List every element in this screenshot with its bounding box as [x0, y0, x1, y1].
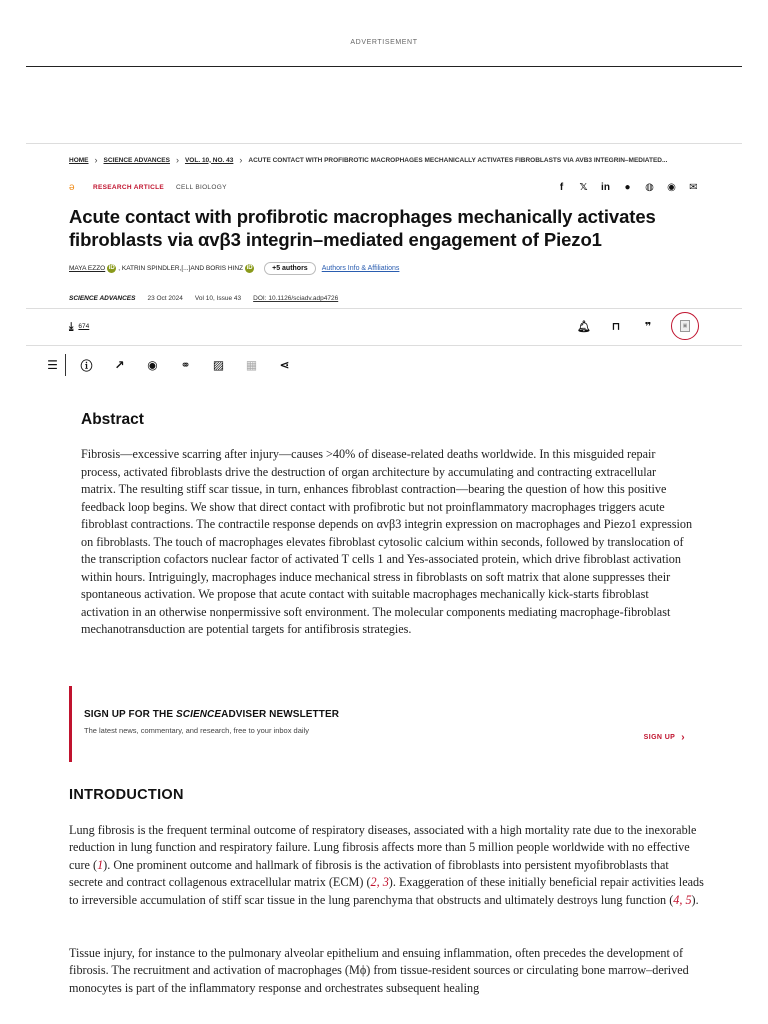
- breadcrumb: [69, 155, 708, 165]
- link-icon[interactable]: ⚭: [180, 358, 191, 372]
- publication-date: 23 Oct 2024: [147, 295, 183, 302]
- reddit-icon[interactable]: ●: [624, 181, 631, 193]
- share-bar: [556, 182, 699, 193]
- newsletter-signup-box: [69, 686, 699, 762]
- header-divider: [26, 143, 742, 144]
- downloads-value: 674: [78, 322, 90, 330]
- chevron-right-icon: ›: [94, 155, 98, 165]
- reference-link[interactable]: 4: [673, 892, 680, 907]
- metrics-trend-icon[interactable]: ↗: [114, 358, 125, 372]
- breadcrumb-issue[interactable]: VOL. 10, NO. 43: [184, 156, 234, 164]
- wechat-icon[interactable]: ◍: [645, 181, 654, 193]
- bookmark-icon[interactable]: ⊓: [611, 320, 621, 333]
- reference-link[interactable]: 3: [382, 875, 389, 890]
- linkedin-icon[interactable]: in: [601, 181, 610, 193]
- author-name[interactable]: , KATRIN SPINDLER,: [118, 265, 182, 272]
- newsletter-title-prefix: SIGN UP FOR THE: [84, 709, 176, 720]
- chevron-right-icon: ›: [175, 155, 179, 165]
- article-actions: [577, 312, 699, 340]
- volume-issue: Vol 10, Issue 43: [194, 295, 242, 302]
- orcid-icon[interactable]: iD: [246, 265, 253, 271]
- newsletter-subtitle: The latest news, commentary, and research, free to your inbox daily: [84, 726, 309, 735]
- chevron-right-icon: ›: [681, 732, 685, 743]
- reference-link[interactable]: 5: [685, 892, 692, 907]
- article-actions-row: [69, 316, 699, 336]
- abstract-text: Fibrosis—excessive scarring after injury—causes >40% of disease-related deaths worldwide. In this misguided repair process, activated fibroblasts drive the destruction of organ architecture by accumulating and contracting extracellular matrix. The resulting stiff scar tissue, in turn, enhances fibroblast contraction—bearing the question of how this positive feedback loop begins. We show that direct contact with profibrotic but not proinflammatory macrophages triggers acute fibroblast contractions. The contractile response depends on αvβ3 integrin expression on macrophages and Piezo1 expression on fibroblasts. The touch of macrophages elevates fibroblast cytosolic calcium within seconds, followed by translocation of the transcription cofactors nuclear factor of activated T cells 1 and Yes-associated protein, which drive fibroblast activation within hours. Intriguingly, macrophages induce mechanical stress in fibroblasts on soft matrix that alone suppresses their spontaneous activation. We propose that acute contact with suitable macrophages mechanically kick-starts fibroblast activation in an otherwise nonpermissive soft environment. The molecular components mediating macrophage-fibroblast mechanotransduction are potential targets for antifibrosis strategies.: [81, 447, 693, 636]
- share-icon[interactable]: ⋖: [279, 358, 290, 372]
- intro-text: ).: [691, 892, 699, 907]
- orcid-icon[interactable]: iD: [108, 265, 115, 271]
- article-title: Acute contact with profibrotic macrophages mechanically activates fibroblasts via αvβ3 integrin–mediated engagement of Piezo1: [69, 206, 656, 250]
- bell-icon[interactable]: 🔔︎: [577, 320, 591, 333]
- author-list: [69, 262, 399, 275]
- doi-link[interactable]: DOI: 10.1126/sciadv.adp4726: [253, 295, 339, 302]
- open-access-icon: ə: [69, 181, 75, 193]
- reference-separator: ,: [679, 892, 686, 907]
- whatsapp-icon[interactable]: ◉: [667, 181, 676, 193]
- eye-icon[interactable]: ◉: [147, 358, 158, 372]
- article-toolbar: [36, 354, 301, 376]
- breadcrumb-home[interactable]: HOME: [69, 156, 89, 164]
- contents-list-icon[interactable]: ☰: [47, 358, 58, 372]
- meta-divider: [26, 308, 742, 309]
- reference-link[interactable]: 2: [370, 875, 377, 890]
- pdf-icon: ▣: [680, 320, 690, 332]
- intro-text: ). One prominent outcome and hallmark of fibrosis is the activation of fibroblasts into persistent myofibroblasts that secrete and contract collagenous extracellular matrix (ECM) (: [69, 857, 669, 890]
- breadcrumb-current: ACUTE CONTACT WITH PROFIBROTIC MACROPHAGES MECHANICALLY ACTIVATES FIBROBLASTS VIA AVB3 INTEGRIN–MEDIATED...: [248, 156, 668, 164]
- article-subject[interactable]: CELL BIOLOGY: [176, 183, 227, 191]
- author-ellipsis[interactable]: [...]: [181, 265, 191, 272]
- author-name[interactable]: MAYA EZZO: [69, 265, 106, 272]
- journal-name[interactable]: SCIENCE ADVANCES: [69, 295, 136, 302]
- pdf-button[interactable]: [671, 312, 699, 340]
- info-icon[interactable]: ⓘ: [80, 358, 93, 373]
- x-icon[interactable]: 𝕏: [579, 181, 588, 193]
- intro-paragraph: [69, 822, 705, 909]
- ad-divider: [26, 66, 742, 67]
- email-icon[interactable]: ✉: [689, 181, 698, 193]
- downloads-count[interactable]: [69, 321, 89, 332]
- article-type[interactable]: RESEARCH ARTICLE: [93, 183, 165, 191]
- publication-info: [69, 295, 338, 302]
- newsletter-title-brand: SCIENCE: [175, 709, 222, 720]
- signup-button[interactable]: [644, 732, 685, 743]
- advertisement-label: ADVERTISEMENT: [350, 39, 418, 46]
- reference-link[interactable]: 1: [97, 857, 104, 872]
- author-name[interactable]: AND BORIS HINZ: [190, 265, 244, 272]
- reference-separator: ,: [376, 875, 383, 890]
- breadcrumb-journal[interactable]: SCIENCE ADVANCES: [103, 156, 170, 164]
- cite-icon[interactable]: ❞: [644, 320, 652, 333]
- signup-label: SIGN UP: [643, 734, 676, 741]
- figures-image-icon[interactable]: ▨: [212, 358, 225, 372]
- intro-text: ). Exaggeration of these initially beneficial repair activities leads to irreversible accumulation of stiff scar tissue in the lung parenchyma that obstructs and ultimately destroys lung function (: [69, 875, 704, 907]
- more-authors-button[interactable]: +5 authors: [264, 262, 316, 275]
- abstract-heading: Abstract: [81, 411, 144, 428]
- intro-paragraph: Tissue injury, for instance to the pulmonary alveolar epithelium and ensuing inflammation, often precedes the development of fibrosis. The recruitment and activation of macrophages (Mϕ) from tissue-resident sources or circulating bone marrow–derived monocytes is part of the inflammatory response and orchestrates subsequent healing: [69, 946, 689, 995]
- newsletter-title: [84, 709, 339, 720]
- toolbar-divider: [65, 354, 66, 376]
- actions-divider: [26, 345, 742, 346]
- article-meta-row: [69, 180, 699, 194]
- download-icon: ⤓: [69, 320, 74, 332]
- tables-icon[interactable]: ▦: [245, 358, 258, 372]
- introduction-heading: INTRODUCTION: [69, 787, 184, 803]
- facebook-icon[interactable]: f: [559, 181, 564, 193]
- chevron-right-icon: ›: [239, 155, 243, 165]
- newsletter-title-suffix: ADVISER NEWSLETTER: [221, 709, 340, 720]
- affiliations-link[interactable]: Authors Info & Affiliations: [321, 265, 400, 272]
- intro-text: Lung fibrosis is the frequent terminal outcome of respiratory diseases, associated with a high mortality rate due to the inexorable reduction in lung function and respiratory failure. Lung fibrosis affects more than 5 million people worldwide with no effective cure (: [69, 823, 697, 872]
